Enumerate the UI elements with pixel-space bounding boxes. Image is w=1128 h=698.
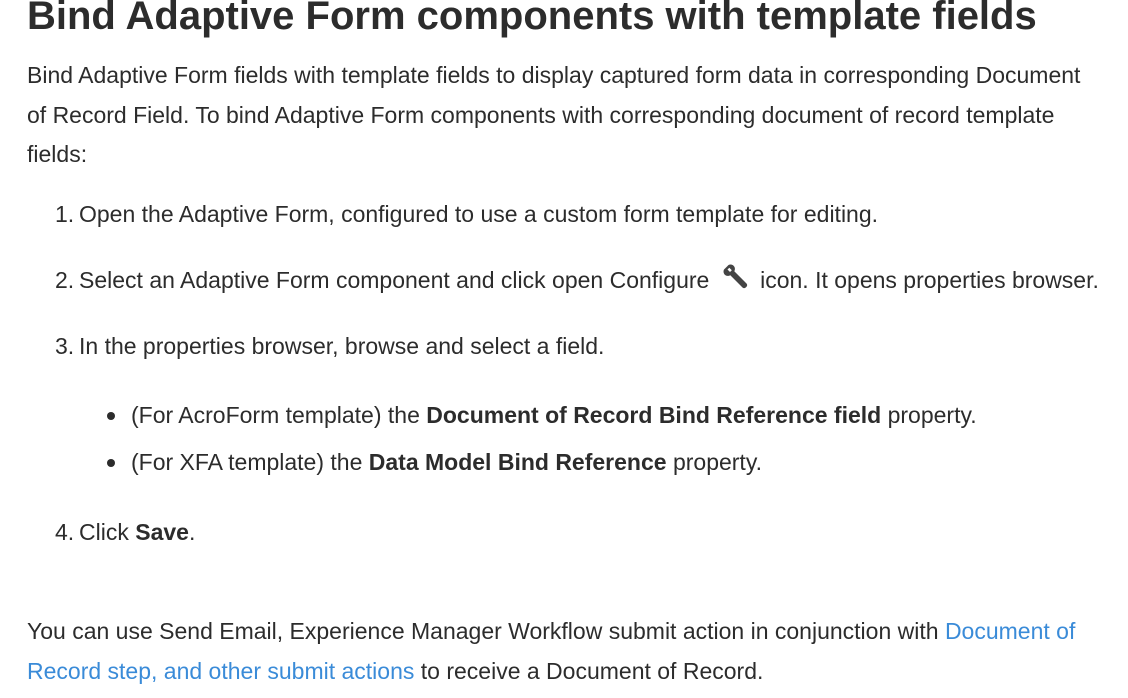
- steps-list: [27, 194, 1107, 552]
- outro-paragraph: [27, 612, 1107, 691]
- save-label: Save: [135, 519, 189, 545]
- step-text-continued: icon. It opens properties browser.: [760, 267, 1099, 293]
- bullet-icon: [107, 412, 115, 420]
- outro-text-suffix: to receive a Document of Record.: [414, 657, 764, 684]
- bullet-text-suffix: property.: [881, 402, 977, 428]
- bullet-text: (For AcroForm template) the: [131, 402, 427, 428]
- document-of-record-link[interactable]: Document of Record step, and other submit actions: [27, 618, 1076, 684]
- bullet-text: (For XFA template) the: [131, 449, 369, 475]
- step-text: Click: [79, 519, 136, 545]
- list-item-acroform: [79, 392, 1107, 439]
- intro-paragraph: Bind Adaptive Form fields with template fields to display captured form data in corresponding Document of Record Field. To bind Adaptive Form components with corresponding document of record template fields:: [27, 62, 1081, 167]
- page-title: Bind Adaptive Form components with template fields: [27, 0, 1037, 38]
- step-text-suffix: .: [188, 519, 196, 545]
- sub-bullet-list: [79, 392, 1107, 486]
- step-text: In the properties browser, browse and select a field.: [79, 333, 605, 359]
- list-item-step-2: [27, 260, 1107, 300]
- bullet-text-suffix: property.: [666, 449, 763, 475]
- step-number: 2.: [55, 267, 75, 293]
- list-item-step-4: [27, 512, 1107, 552]
- bullet-icon: [107, 459, 115, 467]
- step-text: Select an Adaptive Form component and click open Configure: [79, 267, 710, 293]
- property-name: Data Model Bind Reference: [368, 449, 667, 475]
- list-item-step-3: [27, 326, 1107, 486]
- outro-text: You can use Send Email, Experience Manager Workflow submit action in conjunction with: [27, 618, 945, 644]
- step-number: 3.: [55, 333, 75, 359]
- step-text: Open the Adaptive Form, configured to use a custom form template for editing.: [79, 201, 879, 227]
- list-item-xfa: [79, 439, 1107, 486]
- wrench-icon: [720, 261, 750, 291]
- property-name: Document of Record Bind Reference field: [426, 402, 882, 428]
- list-item-step-1: [27, 194, 1107, 234]
- step-number: 1.: [55, 201, 75, 227]
- step-number: 4.: [55, 519, 75, 545]
